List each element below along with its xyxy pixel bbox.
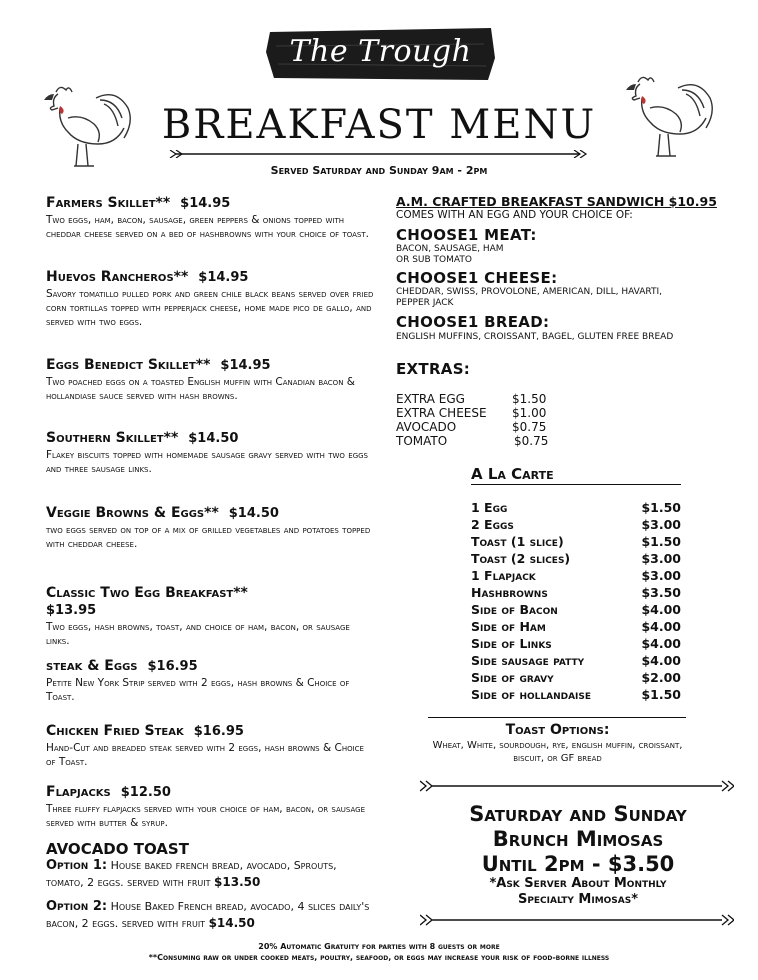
side-price: $3.00 [641,517,681,532]
a-la-carte-row [471,619,681,634]
side-name: 1 Egg [471,500,508,515]
food-safety-disclaimer: **Consuming raw or under cooked meats, poultry, seafood, or eggs may increase your risk of food-borne illness [148,953,610,962]
side-price: $1.50 [641,500,681,515]
item-price: $14.95 [220,358,271,373]
item-description: Two poached eggs on a toasted English muffin with Canadian bacon & hollandiase sauce served with hash browns. [46,376,355,402]
brunch-price-line: Until 2pm - $3.50 [481,852,675,876]
option-1-price: $13.50 [214,875,261,889]
menu-item [46,429,376,476]
item-name: Flapjacks [46,784,111,800]
item-description: Savory tomatillo pulled pork and green chile black beans served over fried corn tortillas topped with pepperjack cheese, home made pico de gallo, and served with two eggs. [46,288,374,328]
side-name: 1 Flapjack [471,568,536,583]
meat-options-line-2: OR SUB TOMATO [396,255,472,265]
item-name: Eggs Benedict Skillet** [46,357,211,373]
menu-item [46,268,376,329]
side-price: $1.50 [641,534,681,549]
gratuity-note: 20% Automatic Gratuity for parties with 8 guests or more [258,942,500,951]
side-name: Side of Bacon [471,602,558,617]
rooster-icon [620,68,720,168]
option-1-description: House baked french bread, avocado, Sprouts, tomato, 2 eggs. served with fruit [46,859,337,889]
served-hours: Served Saturday and Sunday 9am - 2pm [270,164,488,177]
a-la-carte-row [471,653,681,668]
side-price: $1.50 [641,687,681,702]
choose-bread-heading: CHOOSE1 BREAD: [396,313,550,331]
side-price: $4.00 [641,636,681,651]
title-arrow-divider [168,150,588,158]
avocado-title: AVOCADO TOAST [46,840,189,858]
cheese-options-line-2: PEPPER JACK [396,298,454,308]
side-name: Side sausage patty [471,653,585,668]
a-la-carte-row [471,534,681,549]
menu-item [46,504,376,551]
a-la-carte-row [471,670,681,685]
side-name: Hashbrowns [471,585,548,600]
side-price: $3.00 [641,551,681,566]
side-name: Toast (2 slices) [471,551,571,566]
brunch-line-2: Brunch Mimosas [492,827,664,851]
extras-row [396,392,547,406]
item-description: Hand-Cut and breaded steak served with 2 eggs, hash browns & Choice of Toast. [46,742,364,768]
extra-name: TOMATO [396,434,448,448]
item-price: $13.95 [46,603,97,618]
option-2-description: House Baked French bread, avocado, 4 slices daily's bacon, 2 eggs. served with fruit [46,900,370,930]
item-name: Farmers Skillet** [46,195,171,211]
item-name: Classic Two Egg Breakfast** [46,585,248,601]
menu-item [46,657,376,704]
rooster-icon [38,78,138,178]
extras-row [396,434,549,448]
item-description: two eggs served on top of a mix of grilled vegetables and potatoes topped with cheddar cheese. [46,524,371,550]
item-price: $14.50 [228,506,279,521]
arrow-divider [420,914,734,926]
item-description: Petite New York Strip served with 2 eggs, hash browns & Choice of Toast. [46,677,350,703]
side-price: $3.50 [641,585,681,600]
side-price: $4.00 [641,619,681,634]
a-la-carte-row [471,568,681,583]
extras-row [396,406,547,420]
brunch-note-line-1: *Ask Server About Monthly [489,876,667,891]
choose-meat-heading: CHOOSE1 MEAT: [396,226,537,244]
extra-price: $0.75 [514,434,549,448]
arrow-divider [420,780,734,792]
bread-options-line-1: ENGLISH MUFFINS, CROISSANT, BAGEL, GLUTEN FREE BREAD [396,332,674,342]
extra-price: $0.75 [512,420,547,434]
sandwich-title: A.M. CRAFTED BREAKFAST SANDWICH $10.95 [396,194,717,209]
side-name: 2 Eggs [471,517,514,532]
item-description: Two eggs, hash browns, toast, and choice of ham, bacon, or sausage links. [46,621,350,647]
a-la-carte-row [471,500,681,515]
item-price: $16.95 [193,724,244,739]
brunch-line-1: Saturday and Sunday [469,802,687,826]
toast-divider [428,717,686,718]
option-1-label: Option 1: [46,858,108,873]
side-price: $3.00 [641,568,681,583]
item-description: Three fluffy flapjacks served with your choice of ham, bacon, or sausage served with butter & syrup. [46,803,366,829]
avocado-toast-section [46,840,376,932]
side-price: $4.00 [641,602,681,617]
item-name: Chicken Fried Steak [46,723,184,739]
a-la-carte-row [471,687,681,702]
a-la-carte-row [471,551,681,566]
extras-heading: EXTRAS: [396,360,471,378]
item-name: Southern Skillet** [46,430,179,446]
a-la-carte-row [471,636,681,651]
menu-item [46,356,376,403]
menu-item [46,194,376,241]
item-description: Two eggs, ham, bacon, sausage, green peppers & onions topped with cheddar cheese served on a bed of hashbrowns with your choice of toast. [46,214,369,240]
toast-options-heading: Toast Options: [505,722,610,738]
a-la-carte-row [471,517,681,532]
item-name: Veggie Browns & Eggs** [46,505,219,521]
restaurant-name: The Trough [289,34,472,69]
option-2-label: Option 2: [46,899,108,914]
side-name: Side of Ham [471,619,546,634]
extra-name: EXTRA EGG [396,392,465,406]
item-price: $12.50 [120,785,171,800]
side-price: $4.00 [641,653,681,668]
side-name: Side of hollandaise [471,687,592,702]
item-name: steak & Eggs [46,658,138,674]
choose-cheese-heading: CHOOSE1 CHEESE: [396,269,558,287]
item-description: Flakey biscuits topped with homemade sausage gravy served with two eggs and three sausage links. [46,449,368,475]
extra-name: EXTRA CHEESE [396,406,487,420]
option-2-price: $14.50 [208,916,255,930]
side-price: $2.00 [641,670,681,685]
menu-item [46,722,376,769]
item-price: $14.95 [180,196,231,211]
item-price: $14.50 [188,431,239,446]
toast-options-description: Wheat, White, sourdough, rye, english muffin, croissant, biscuit, or GF bread [432,740,683,764]
sandwich-subtitle: COMES WITH AN EGG AND YOUR CHOICE OF: [396,209,633,221]
extra-price: $1.50 [512,392,547,406]
cheese-options-line-1: CHEDDAR, SWISS, PROVOLONE, AMERICAN, DILL, HAVARTI, [396,287,663,297]
side-name: Side of gravy [471,670,554,685]
menu-title: BREAKFAST MENU [161,102,597,148]
a-la-carte-underline [471,484,681,485]
a-la-carte-row [471,602,681,617]
side-name: Side of Links [471,636,552,651]
item-name: Huevos Rancheros** [46,269,189,285]
side-name: Toast (1 slice) [471,534,564,549]
menu-item [46,584,376,648]
brunch-note-line-2: Specialty Mimosas* [517,892,639,907]
extras-row [396,420,547,434]
item-price: $14.95 [198,270,249,285]
extra-price: $1.00 [512,406,547,420]
a-la-carte-heading: A La Carte [471,465,554,483]
a-la-carte-row [471,585,681,600]
item-price: $16.95 [147,659,198,674]
extra-name: AVOCADO [396,420,457,434]
meat-options-line-1: BACON, SAUSAGE, HAM [396,244,504,254]
menu-item [46,783,376,830]
